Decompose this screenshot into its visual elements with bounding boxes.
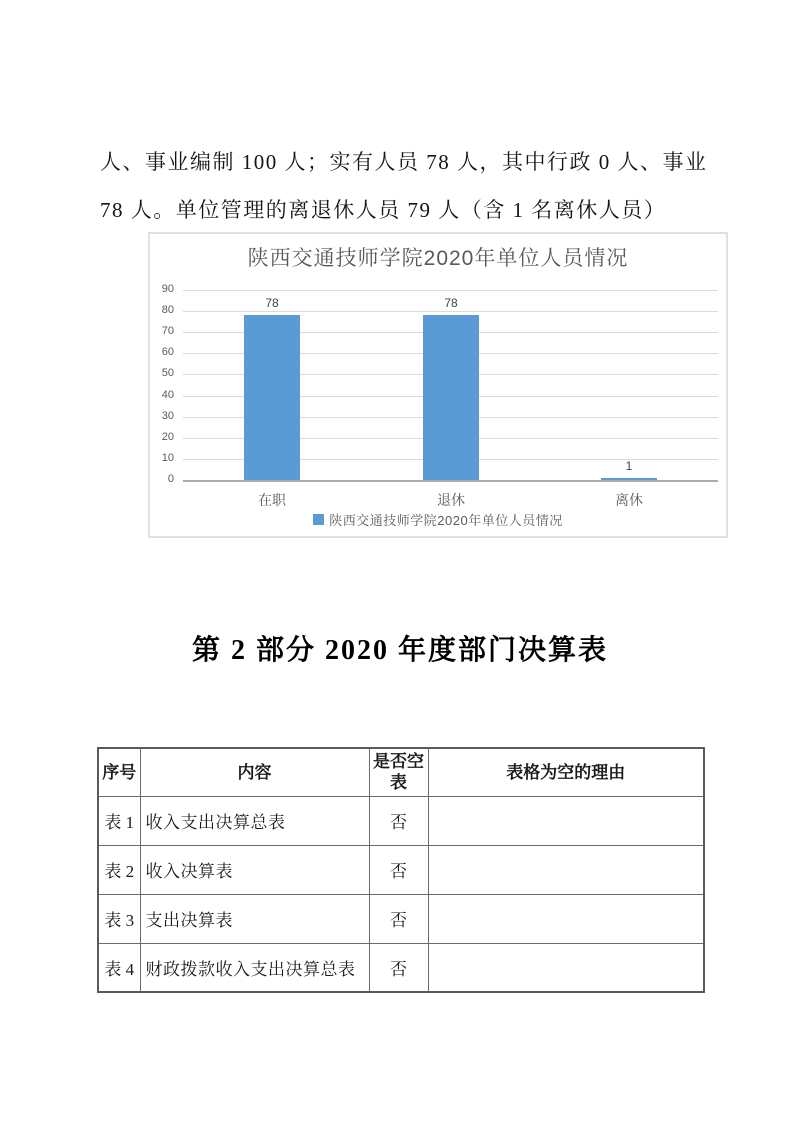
table-header-row <box>98 748 704 796</box>
y-axis-tick-label: 30 <box>161 410 174 422</box>
header-content: 内容 <box>140 748 369 796</box>
header-empty: 是否空表 <box>369 748 428 796</box>
bar-value-label: 1 <box>625 459 633 473</box>
decision-tables-list <box>97 747 705 993</box>
x-axis-category-label: 在职 <box>258 492 286 508</box>
bar-在职 <box>244 315 300 480</box>
y-axis-tick-label: 50 <box>161 367 174 379</box>
bar-value-label: 78 <box>444 296 458 310</box>
row-reason <box>428 845 704 894</box>
intro-text-line-1: 人、事业编制 100 人；实有人员 78 人，其中行政 0 人、事业 <box>100 150 708 174</box>
y-axis-tick-label: 20 <box>161 431 174 443</box>
bar-value-label: 78 <box>265 296 279 310</box>
y-axis-tick-label: 70 <box>161 325 174 337</box>
row-reason <box>428 894 704 943</box>
row-seq: 表 1 <box>98 796 140 845</box>
legend-label: 陕西交通技师学院2020年单位人员情况 <box>329 513 563 528</box>
gridline <box>183 311 718 312</box>
x-axis-line <box>183 480 718 482</box>
bar-离休 <box>601 478 657 480</box>
section-heading: 第 2 部分 2020 年度部门决算表 <box>191 635 608 666</box>
row-seq: 表 4 <box>98 943 140 992</box>
row-content: 收入决算表 <box>140 845 369 894</box>
y-axis-tick-label: 40 <box>161 389 174 401</box>
header-seq: 序号 <box>98 748 140 796</box>
row-content: 收入支出决算总表 <box>140 796 369 845</box>
table-row <box>98 943 704 992</box>
y-axis-tick-label: 90 <box>161 283 174 295</box>
row-content: 支出决算表 <box>140 894 369 943</box>
bar-chart <box>148 232 728 538</box>
row-empty: 否 <box>369 845 428 894</box>
header-reason: 表格为空的理由 <box>428 748 704 796</box>
row-seq: 表 2 <box>98 845 140 894</box>
gridline <box>183 290 718 291</box>
chart-title: 陕西交通技师学院2020年单位人员情况 <box>247 247 629 270</box>
bar-退休 <box>423 315 479 480</box>
chart-legend <box>150 510 726 529</box>
table-row <box>98 894 704 943</box>
row-empty: 否 <box>369 943 428 992</box>
x-axis-category-label: 离休 <box>615 492 643 508</box>
y-axis-tick-label: 0 <box>167 473 174 485</box>
row-empty: 否 <box>369 796 428 845</box>
table-row <box>98 845 704 894</box>
row-reason <box>428 796 704 845</box>
row-empty: 否 <box>369 894 428 943</box>
y-axis-tick-label: 10 <box>161 452 174 464</box>
row-seq: 表 3 <box>98 894 140 943</box>
row-content: 财政拨款收入支出决算总表 <box>140 943 369 992</box>
x-axis-category-label: 退休 <box>437 492 465 508</box>
y-axis-tick-label: 60 <box>161 346 174 358</box>
legend-swatch-icon <box>313 514 324 525</box>
table-row <box>98 796 704 845</box>
y-axis-tick-label: 80 <box>161 304 174 316</box>
intro-text-line-2: 78 人。单位管理的离退休人员 79 人（含 1 名离休人员） <box>100 198 667 222</box>
row-reason <box>428 943 704 992</box>
